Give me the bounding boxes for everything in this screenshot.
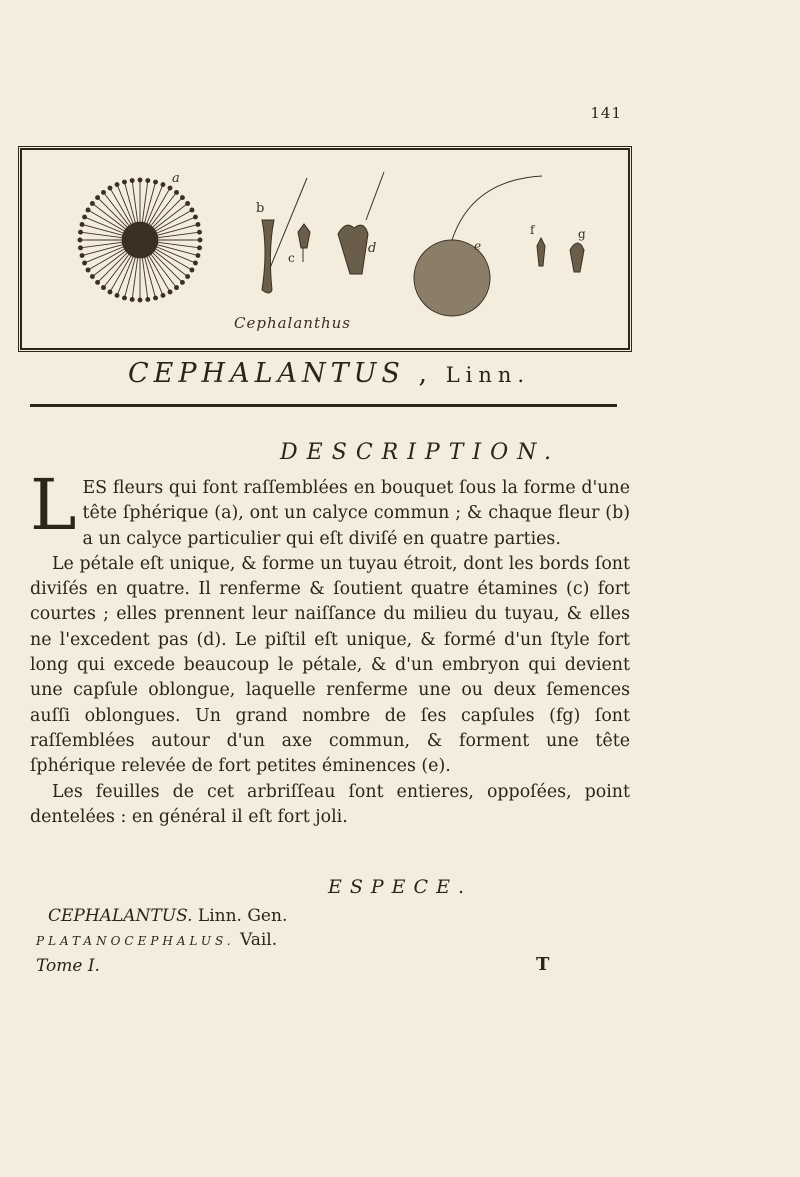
anther-dot [146, 179, 150, 183]
anther-dot [108, 290, 112, 294]
anther-dot [161, 183, 165, 187]
anther-dot [108, 186, 112, 190]
anther-dot [161, 293, 165, 297]
synonym-2-ref: Vail. [240, 930, 278, 950]
drop-cap: L [30, 464, 77, 546]
anther-dot [79, 230, 83, 234]
paragraph-2: Le pétale eſt unique, & forme un tuyau étroit, dont les bords ſont diviſés en quatre. Il renferme & ſoutient quatre étamines (c) fort courtes ; elles prennent leur naiſſance du milieu du tuyau, & elles ne l'excedent pas (d). Le piſtil eſt unique, & formé d'un ſtyle fort long qui excede beaucoup le pétale, & d'un embryon qui devient une capſule oblongue, laquelle renferme une ou deux ſemences auſſi oblongues. Un grand nombre de ſes capſules (fg) ſont raſſemblées autour d'un axe commun, & forment une tête ſphérique relevée de fort petites éminences (e). [30, 553, 630, 777]
stamen-ray [81, 232, 123, 237]
description-heading: DESCRIPTION. [280, 440, 560, 465]
anther-dot [168, 186, 172, 190]
anther-dot [115, 183, 119, 187]
stamen-ray [153, 198, 183, 228]
anther-dot [154, 296, 158, 300]
anther-dot [190, 208, 194, 212]
anther-dot [138, 298, 142, 302]
anther-dot [175, 190, 179, 194]
anther-dot [101, 286, 105, 290]
description-text [30, 464, 630, 830]
anther-dot [197, 230, 201, 234]
stamen-ray [98, 198, 128, 228]
stamen-ray [153, 253, 183, 283]
anther-dot [80, 222, 84, 226]
stamen-ray [142, 258, 147, 300]
stamen-ray [132, 258, 137, 300]
anther-dot [197, 246, 201, 250]
espece-heading: ESPECE. [328, 876, 472, 898]
anther-dot [86, 268, 90, 272]
anther-dot [198, 238, 202, 242]
anther-dot [196, 254, 200, 258]
volume-label: Tome I. [36, 956, 100, 976]
anther-dot [196, 222, 200, 226]
anther-dot [193, 261, 197, 265]
label-c: c [288, 251, 295, 265]
label-a: a [172, 171, 180, 186]
paragraph-1-text: ES fleurs qui font raſſemblées en bouquet ſous la forme d'une tête ſphérique (a), ont un calyce commun ; & chaque fleur (b) a un calyce particulier qui eſt diviſé en quatre parties. [82, 478, 630, 549]
anther-dot [96, 196, 100, 200]
plate-caption: Cephalanthus [234, 314, 352, 332]
anther-dot [80, 254, 84, 258]
synonym-line-1 [48, 906, 287, 926]
anther-dot [193, 215, 197, 219]
page-number: 141 [590, 104, 622, 122]
anther-dot [190, 268, 194, 272]
anther-dot [130, 179, 134, 183]
anther-dot [90, 201, 94, 205]
anther-dot [186, 201, 190, 205]
anther-dot [86, 208, 90, 212]
signature-mark: T [536, 954, 550, 975]
anther-dot [79, 246, 83, 250]
author-abbrev: Linn. [445, 363, 531, 387]
stamen-ray [158, 232, 200, 237]
anther-dot [154, 180, 158, 184]
anther-dot [186, 275, 190, 279]
synonym-line-2 [36, 930, 277, 950]
label-g: g [578, 227, 586, 241]
anther-dot [122, 180, 126, 184]
anther-dot [78, 238, 82, 242]
stamen-ray [142, 181, 147, 223]
stamen-ray [81, 242, 123, 247]
stamen-ray [98, 253, 128, 283]
anther-dot [130, 297, 134, 301]
synonym-2-name: PLATANOCEPHALUS. [36, 934, 235, 948]
anther-dot [122, 296, 126, 300]
anther-dot [146, 297, 150, 301]
flower-head-figure-a [122, 222, 158, 258]
stamen-ray [132, 181, 137, 223]
stamen-ray [158, 242, 200, 247]
anther-dot [115, 293, 119, 297]
title-separator: , [418, 358, 433, 389]
anther-dot [180, 280, 184, 284]
anther-dot [180, 196, 184, 200]
anther-dot [90, 275, 94, 279]
anther-dot [83, 215, 87, 219]
anther-dot [175, 286, 179, 290]
genus-name: CEPHALANTUS [128, 358, 405, 389]
anther-dot [168, 290, 172, 294]
anther-dot [83, 261, 87, 265]
title-rule [30, 404, 617, 407]
label-f: f [530, 223, 535, 237]
anther-dot [138, 178, 142, 182]
label-e: e [474, 239, 482, 253]
synonym-1-name: CEPHALANTUS. [48, 906, 193, 926]
synonym-1-ref: Linn. Gen. [197, 906, 288, 926]
label-d: d [368, 241, 377, 256]
botanical-plate [20, 148, 630, 350]
label-b: b [256, 201, 265, 216]
genus-title [128, 358, 648, 389]
paragraph-3: Les feuilles de cet arbriſſeau ſont entieres, oppoſées, point dentelées : en général il eſt fort joli. [30, 781, 630, 827]
anther-dot [101, 190, 105, 194]
paragraph-1 [30, 464, 630, 552]
anther-dot [96, 280, 100, 284]
